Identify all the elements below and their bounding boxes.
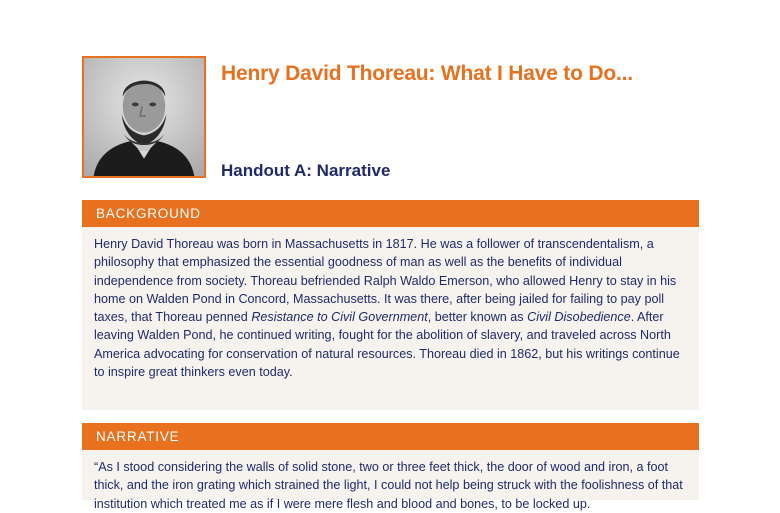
background-paragraph	[94, 235, 689, 381]
handout-subtitle: Handout A: Narrative	[221, 161, 391, 180]
narrative-header: NARRATIVE	[82, 423, 699, 450]
narrative-body	[82, 450, 699, 513]
title-civil-disobedience: Civil Disobedience	[527, 310, 631, 325]
background-header: BACKGROUND	[82, 200, 699, 227]
background-text-2: , better known as	[427, 310, 528, 325]
background-text-3: . After leaving Walden Pond, he continued writing, fought for the abolition of slavery, and traveled across North America advocating for conservation of natural resources. Thoreau died in 1862, but his writings continue to inspire great thinkers even today.	[94, 310, 680, 380]
background-text-1: Henry David Thoreau was born in Massachusetts in 1817. He was a follower of transcendentalism, a philosophy that emphasized the essential goodness of man as well as the benefits of individual independence from society. Thoreau befriended Ralph Waldo Emerson, who allowed Henry to stay in his home on Walden Pond in Concord, Massachusetts. It was there, after being jailed for failing to pay poll taxes, that Thoreau penned	[94, 237, 677, 325]
document-title: Henry David Thoreau: What I Have to Do...	[221, 62, 633, 85]
narrative-paragraph: “As I stood considering the walls of solid stone, two or three feet thick, the door of wood and iron, a foot thick, and the iron grating which strained the light, I could not help being struck with the foolishness of that institution which treated me as if I were mere flesh and blood and bones, to be locked up.	[94, 460, 683, 511]
background-body	[82, 227, 699, 381]
narrative-section	[82, 423, 699, 511]
thoreau-portrait	[82, 56, 206, 178]
title-resistance-to-civil-government: Resistance to Civil Government	[251, 310, 428, 325]
background-section	[82, 200, 699, 410]
portrait-image	[84, 58, 204, 176]
